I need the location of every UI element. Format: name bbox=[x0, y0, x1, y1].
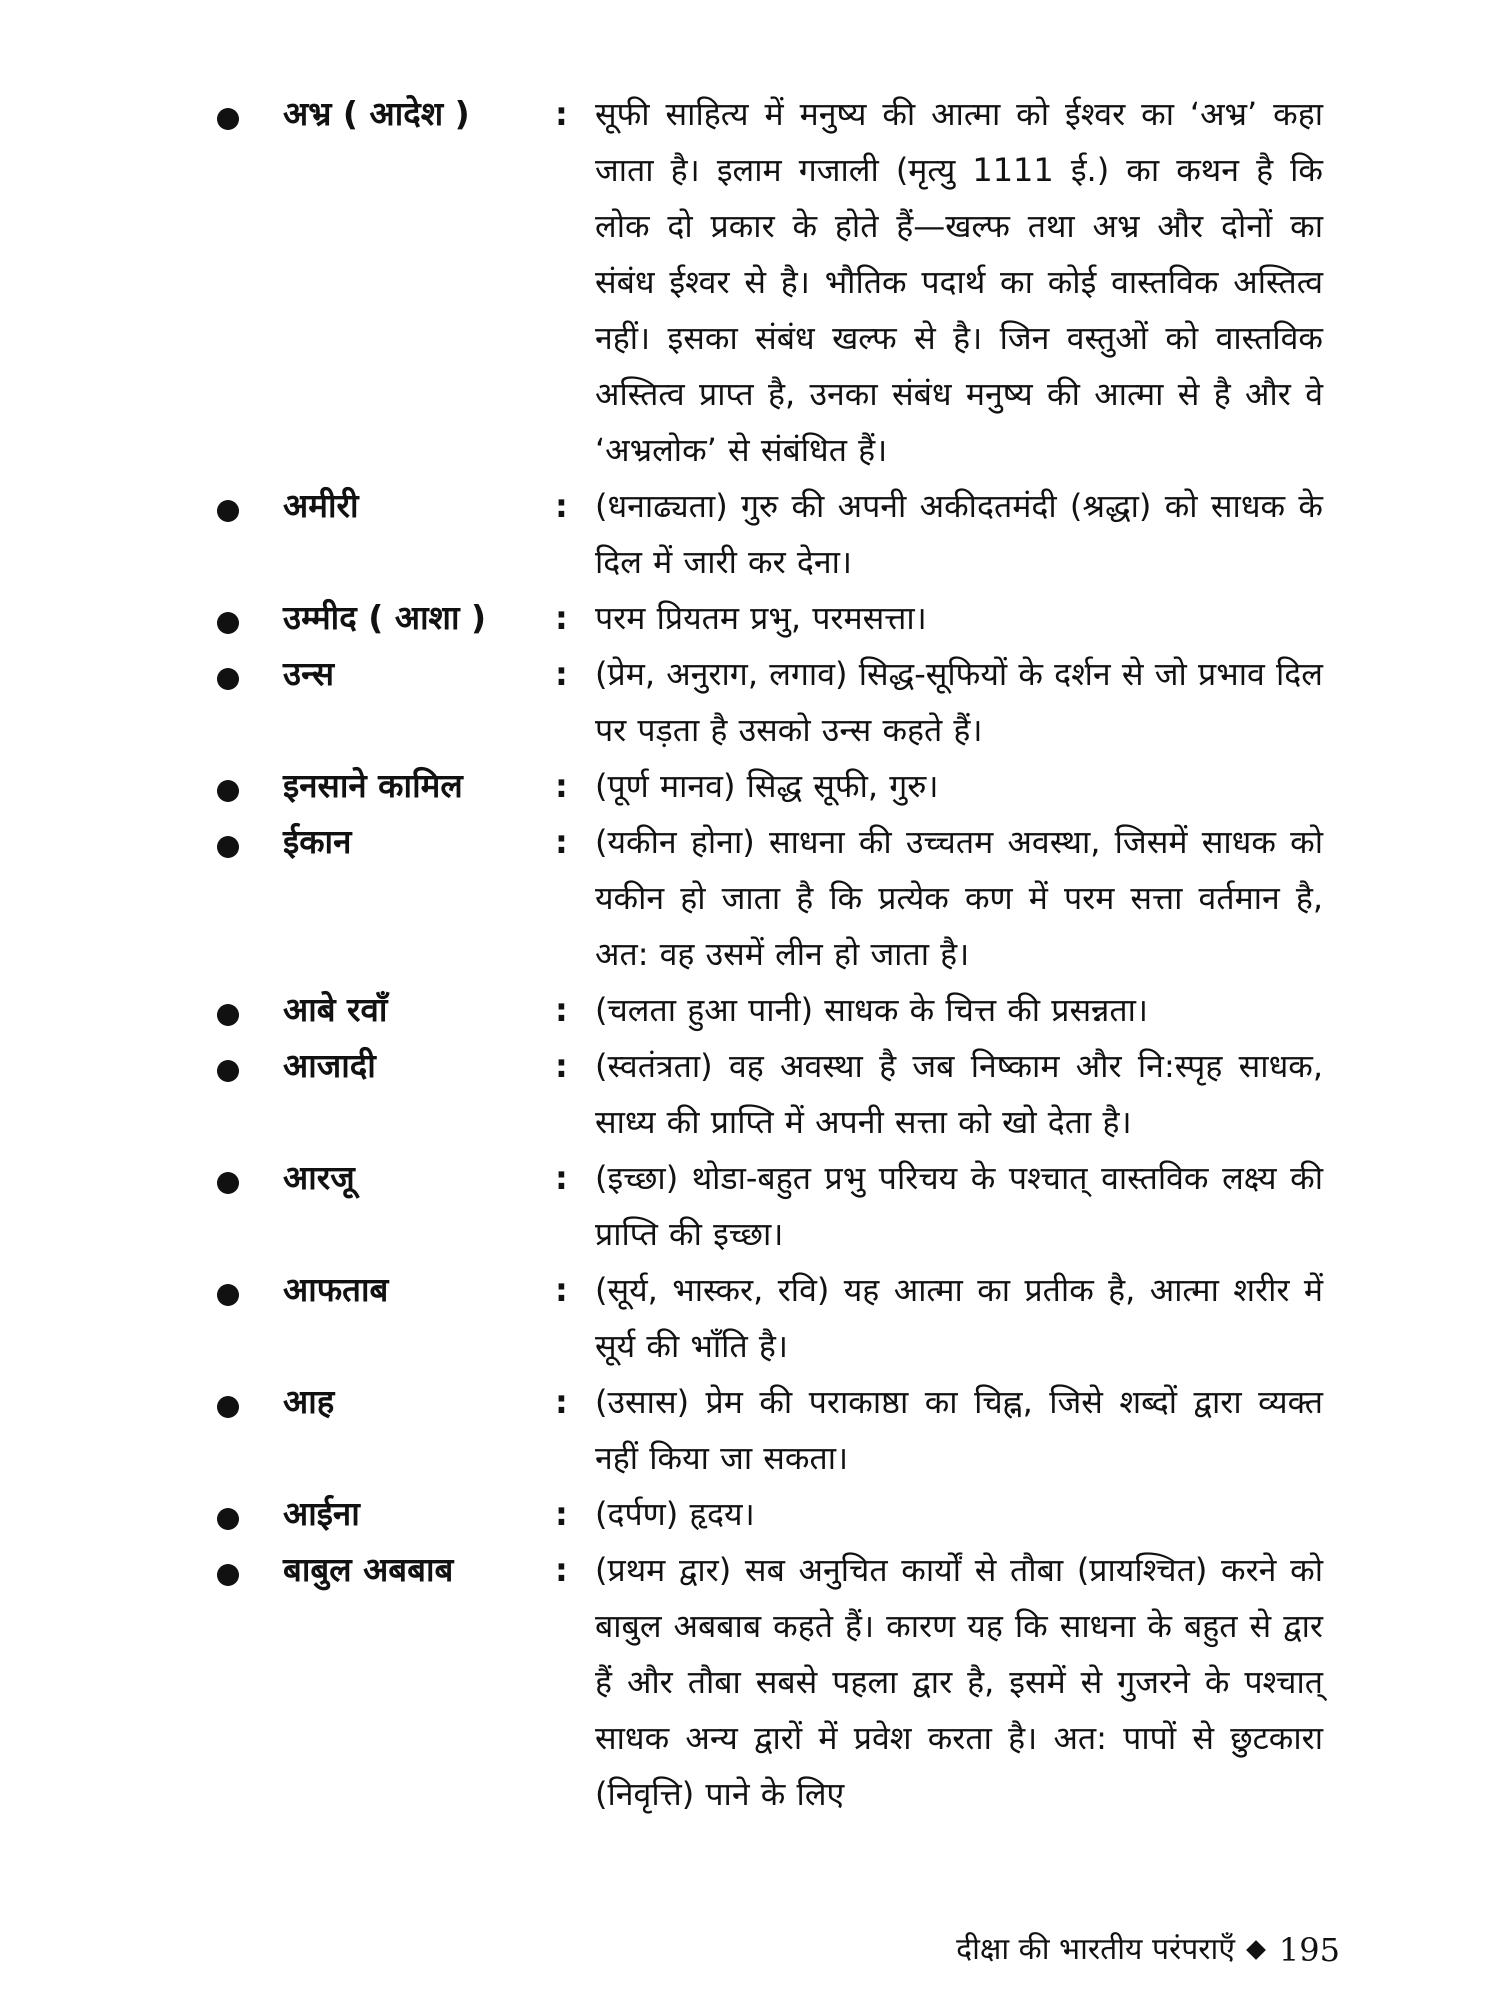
glossary-entry bbox=[205, 1038, 1340, 1150]
bullet-icon bbox=[205, 1150, 283, 1206]
separator: : bbox=[555, 1383, 568, 1421]
bullet-icon bbox=[205, 590, 283, 646]
glossary-definition: (प्रेम, अनुराग, लगाव) सिद्ध-सूफियों के दर्शन से जो प्रभाव दिल पर पड़ता है उसको उन्स कहते हैं। bbox=[595, 655, 1323, 749]
bullet-icon bbox=[205, 982, 283, 1038]
glossary-entry bbox=[205, 1542, 1340, 1822]
bullet-icon bbox=[205, 1038, 283, 1094]
glossary-entry bbox=[205, 1150, 1340, 1262]
glossary-entry bbox=[205, 758, 1340, 814]
glossary-definition: (पूर्ण मानव) सिद्ध सूफी, गुरु। bbox=[595, 767, 939, 805]
glossary-term: अमीरी bbox=[283, 486, 359, 525]
glossary-definition: (सूर्य, भास्कर, रवि) यह आत्मा का प्रतीक है, आत्मा शरीर में सूर्य की भाँति है। bbox=[595, 1271, 1323, 1365]
separator: : bbox=[555, 655, 568, 693]
glossary-term: बाबुल अबबाब bbox=[283, 1550, 454, 1589]
separator: : bbox=[555, 599, 568, 637]
glossary-definition: (दर्पण) हृदय। bbox=[595, 1495, 755, 1533]
glossary-entry bbox=[205, 1486, 1340, 1542]
glossary-definition: परम प्रियतम प्रभु, परमसत्ता। bbox=[595, 599, 927, 637]
glossary-entry bbox=[205, 814, 1340, 982]
glossary-entry bbox=[205, 590, 1340, 646]
bullet-icon bbox=[205, 1262, 283, 1318]
glossary-entry bbox=[205, 478, 1340, 590]
glossary-entry bbox=[205, 982, 1340, 1038]
glossary-term: आरजू bbox=[283, 1158, 355, 1197]
glossary-definition: (धनाढ्यता) गुरु की अपनी अकीदतमंदी (श्रद्धा) को साधक के दिल में जारी कर देना। bbox=[595, 487, 1323, 581]
glossary-term: उम्मीद ( आशा ) bbox=[283, 598, 487, 637]
bullet-icon bbox=[205, 646, 283, 702]
separator: : bbox=[555, 767, 568, 805]
glossary-term: आईना bbox=[283, 1494, 360, 1533]
separator: : bbox=[555, 1271, 568, 1309]
bullet-icon bbox=[205, 86, 283, 142]
glossary-term: अभ्र ( आदेश ) bbox=[283, 94, 470, 133]
bullet-icon bbox=[205, 478, 283, 534]
glossary-definition: (उसास) प्रेम की पराकाष्ठा का चिह्न, जिसे शब्दों द्वारा व्यक्त नहीं किया जा सकता। bbox=[595, 1383, 1323, 1477]
book-title: दीक्षा की भारतीय परंपराएँ bbox=[956, 1932, 1235, 1967]
bullet-icon bbox=[205, 1542, 283, 1598]
glossary-definition: (प्रथम द्वार) सब अनुचित कार्यों से तौबा (प्रायश्चित) करने को बाबुल अबबाब कहते हैं। कारण यह कि साधना के बहुत से द्वार हैं और तौबा सबसे पहला द्वार है, इसमें से गुजरने के पश्चात् साधक अन्य द्वारों में प्रवेश करता है। अत: पापों से छुटकारा (निवृत्ति) पाने के लिए bbox=[595, 1551, 1323, 1813]
separator: : bbox=[555, 1551, 568, 1589]
page-number: 195 bbox=[1278, 1931, 1340, 1969]
glossary-term: आह bbox=[283, 1382, 335, 1421]
glossary-term: आबे रवाँ bbox=[283, 990, 388, 1029]
bullet-icon bbox=[205, 1374, 283, 1430]
glossary-entry bbox=[205, 86, 1340, 478]
diamond-icon bbox=[1246, 1940, 1266, 1960]
separator: : bbox=[555, 823, 568, 861]
page-footer bbox=[956, 1930, 1340, 1970]
glossary-entry bbox=[205, 1374, 1340, 1486]
separator: : bbox=[555, 1159, 568, 1197]
bullet-icon bbox=[205, 814, 283, 870]
separator: : bbox=[555, 1495, 568, 1533]
glossary-definition: (इच्छा) थोडा-बहुत प्रभु परिचय के पश्चात् वास्तविक लक्ष्य की प्राप्ति की इच्छा। bbox=[595, 1159, 1323, 1253]
glossary-definition: सूफी साहित्य में मनुष्य की आत्मा को ईश्वर का ‘अभ्र’ कहा जाता है। इलाम गजाली (मृत्यु 1111 ई.) का कथन है कि लोक दो प्रकार के होते हैं—खल्फ तथा अभ्र और दोनों का संबंध ईश्वर से है। भौतिक पदार्थ का कोई वास्तविक अस्तित्व नहीं। इसका संबंध खल्फ से है। जिन वस्तुओं को वास्तविक अस्तित्व प्राप्त है, उनका संबंध मनुष्य की आत्मा से है और वे ‘अभ्रलोक’ से संबंधित हैं। bbox=[595, 95, 1323, 469]
glossary-term: आजादी bbox=[283, 1046, 376, 1085]
glossary-entry bbox=[205, 646, 1340, 758]
bullet-icon bbox=[205, 1486, 283, 1542]
glossary-term: उन्स bbox=[283, 654, 335, 693]
glossary-term: इनसाने कामिल bbox=[283, 766, 463, 805]
glossary-definition: (चलता हुआ पानी) साधक के चित्त की प्रसन्नता। bbox=[595, 991, 1148, 1029]
glossary-term: आफताब bbox=[283, 1270, 389, 1309]
separator: : bbox=[555, 487, 568, 525]
glossary-entry bbox=[205, 1262, 1340, 1374]
glossary-definition: (यकीन होना) साधना की उच्चतम अवस्था, जिसमें साधक को यकीन हो जाता है कि प्रत्येक कण में परम सत्ता वर्तमान है, अत: वह उसमें लीन हो जाता है। bbox=[595, 823, 1323, 973]
glossary-term: ईकान bbox=[283, 822, 352, 861]
glossary-definition: (स्वतंत्रता) वह अवस्था है जब निष्काम और नि:स्पृह साधक, साध्य की प्राप्ति में अपनी सत्ता को खो देता है। bbox=[595, 1047, 1323, 1141]
separator: : bbox=[555, 1047, 568, 1085]
separator: : bbox=[555, 95, 568, 133]
bullet-icon bbox=[205, 758, 283, 814]
glossary-list bbox=[205, 86, 1340, 1822]
separator: : bbox=[555, 991, 568, 1029]
